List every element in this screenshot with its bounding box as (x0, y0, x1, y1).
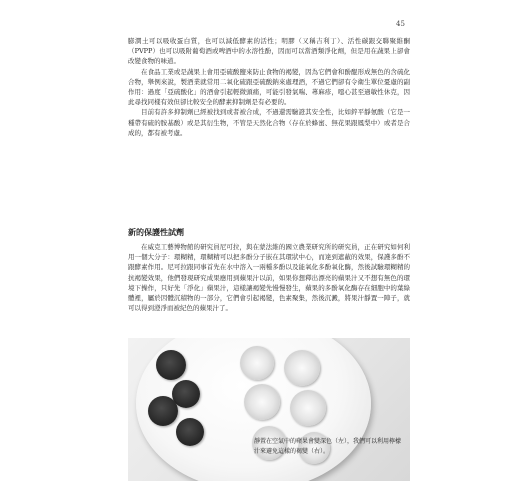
section-title: 新的保護性試劑 (128, 228, 184, 237)
browned-apple-slice (156, 350, 186, 380)
section-text (128, 242, 410, 313)
fresh-apple-slice (244, 384, 280, 420)
paragraph-2: 在食品工業或是蔬果上會用亞硫酸鹽來防止食物的褐變，因為它們會和酚醌形成無色的含硫化合物，舉例來說，製酒業就常用二氧化硫跟亞硫酸鈉來處理酒，不過它們卻有令衛生單位憂慮的副作用：過度「亞硫酸化」的酒會引起輕微頭痛，可能引發氣喘、蕁麻疹，噁心甚至過敏性休克，因此尋找同樣有效但卻比較安全的酵素抑制劑是有必要的。 (128, 67, 410, 107)
fresh-apple-slice (290, 390, 326, 426)
body-text (128, 36, 410, 138)
fresh-apple-slice (240, 346, 274, 380)
fresh-apple-slice (284, 350, 320, 386)
browned-apple-slice (176, 418, 204, 446)
section-paragraph: 在威克工藝博物館的研究員尼可拉，與在蒙法維的國立農業研究所的研究員，正在研究如何利用一個大分子：環糊精，環糊精可以把多酚分子嵌在其環狀中心，而達到遮蔽的效果，保護多酚不跟酵素作用。尼可拉跟同事首先在水中溶入一兩種多酚以及能氧化多酚氧化酶，然後試驗環糊精的抗褐變效果，他們發現研究成果應用到蘋果汁以前，如果你想釋出漂亮的蘋果汁又不想有無色的環境下操作，只好先「淨化」蘋果汁，這樣讓褐變先慢慢發生，蘋果的多酚氧化酶存在細胞中的葉綠體裡，屬於因體沉積物的一部分，它們會引起褐變，色素聚集，然後沉澱，將果汁靜置一陣子，就可以得到澄淨而被紀色的蘋果汁了。 (128, 243, 410, 313)
page-number: 45 (396, 20, 405, 28)
browned-apple-slice (148, 396, 178, 426)
paragraph-3: 目前有許多抑制劑已經被找到或者被合成，不過還需驗證其安全性，比如鋅平靜氨酸（它是一種帶有硫的胺基酸）或是其衍生物，不管是天然化合物（存在於蜂蜜、無花果跟鳳梨中）或者是合成的，都有被考慮。 (128, 108, 410, 137)
apple-slices-photo (128, 338, 410, 481)
figure-caption: 靜置在空氣中的蘋果會變深色（左），我們可以利用檸檬汁來避免這樣的褐變（右）。 (254, 438, 402, 455)
paragraph-1: 膨潤土可以吸收蛋白質，也可以減低酵素的活性；明膠（又稱吉利丁）、活性碳跟交聯聚維酮（PVPP）也可以吸附葡萄酒或啤酒中的水溶性酚，因而可以當酒類淨化劑，但是用在蔬果上卻會改變食物的味道。 (128, 37, 410, 66)
